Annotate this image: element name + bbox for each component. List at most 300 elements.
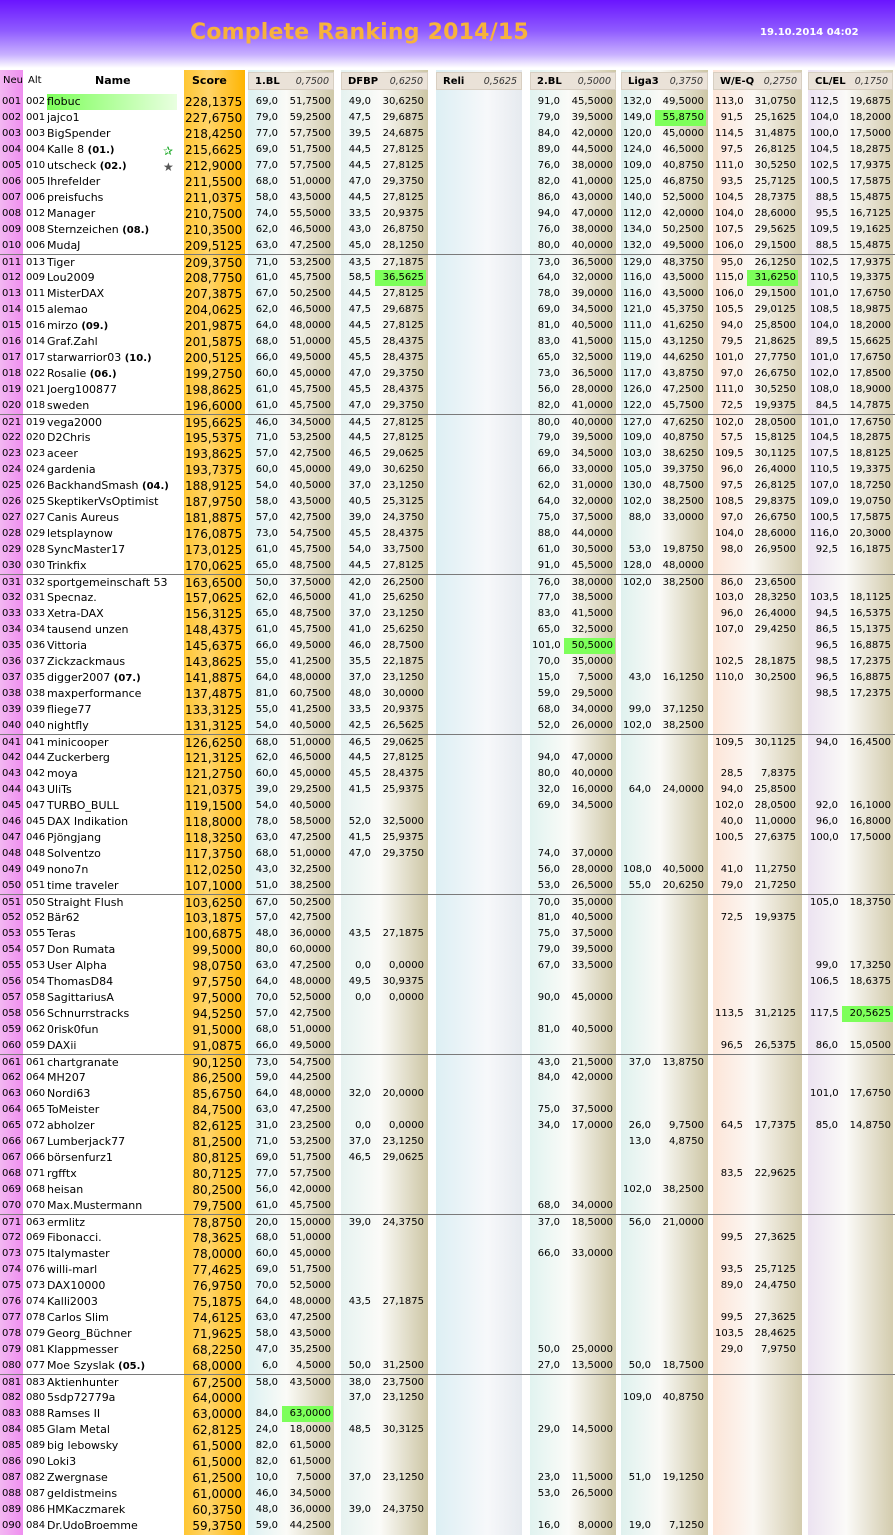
league-points: 99,5 xyxy=(720,1312,743,1323)
table-row[interactable] xyxy=(0,1470,895,1486)
player-name[interactable] xyxy=(47,686,177,702)
player-name[interactable] xyxy=(47,814,177,830)
col-name[interactable]: Name xyxy=(95,74,131,87)
player-name[interactable] xyxy=(47,1150,177,1166)
league-score: 54,7500 xyxy=(289,528,331,539)
player-name[interactable] xyxy=(47,558,177,574)
table-row[interactable] xyxy=(0,1294,895,1310)
league-points: 69,0 xyxy=(255,96,278,107)
col-league-5[interactable] xyxy=(621,72,708,90)
rank-old: 020 xyxy=(26,432,46,443)
league-score: 27,6375 xyxy=(754,832,796,843)
player-name[interactable] xyxy=(47,174,177,190)
player-name-text: sweden xyxy=(47,399,90,412)
table-row[interactable] xyxy=(0,1054,895,1070)
table-row[interactable] xyxy=(0,1022,895,1038)
rank-old: 068 xyxy=(26,1184,46,1195)
league-points: 128,0 xyxy=(623,560,652,571)
rank-old: 010 xyxy=(26,160,46,171)
table-row[interactable] xyxy=(0,222,895,238)
score-value: 80,7125 xyxy=(192,1167,242,1181)
score-value: 90,1250 xyxy=(192,1056,242,1070)
league-points: 88,5 xyxy=(815,192,838,203)
player-name[interactable] xyxy=(47,590,177,606)
score-value: 77,4625 xyxy=(192,1263,242,1277)
player-name-text: aceer xyxy=(47,447,78,460)
league-points: 103,0 xyxy=(715,592,744,603)
player-name[interactable] xyxy=(47,942,177,958)
player-name[interactable] xyxy=(47,718,177,734)
score-value: 64,0000 xyxy=(192,1391,242,1405)
table-row[interactable] xyxy=(0,446,895,462)
table-row[interactable] xyxy=(0,254,895,270)
table-row[interactable] xyxy=(0,382,895,398)
table-row[interactable] xyxy=(0,1326,895,1342)
table-row[interactable] xyxy=(0,734,895,750)
table-row[interactable] xyxy=(0,286,895,302)
player-name-text: Zwergnase xyxy=(47,1471,108,1484)
table-row[interactable] xyxy=(0,1342,895,1358)
rank-old: 065 xyxy=(26,1104,46,1115)
table-row[interactable] xyxy=(0,238,895,254)
league-score: 47,2500 xyxy=(662,384,704,395)
player-name[interactable] xyxy=(47,798,177,814)
col-alt[interactable]: Alt xyxy=(28,75,42,86)
table-row[interactable] xyxy=(0,430,895,446)
table-row[interactable] xyxy=(0,1134,895,1150)
league-points: 140,0 xyxy=(623,192,652,203)
league-score: 42,7500 xyxy=(289,512,331,523)
table-row[interactable] xyxy=(0,1086,895,1102)
table-row[interactable] xyxy=(0,798,895,814)
rank-old: 066 xyxy=(26,1152,46,1163)
table-row[interactable] xyxy=(0,654,895,670)
table-row[interactable] xyxy=(0,110,895,126)
league-score: 33,5000 xyxy=(571,960,613,971)
table-row[interactable] xyxy=(0,478,895,494)
player-name[interactable] xyxy=(47,350,177,366)
player-name[interactable] xyxy=(47,830,177,846)
table-row[interactable] xyxy=(0,494,895,510)
table-row[interactable] xyxy=(0,846,895,862)
player-name-text: Ihrefelder xyxy=(47,175,101,188)
table-row[interactable] xyxy=(0,590,895,606)
table-row[interactable] xyxy=(0,126,895,142)
table-row[interactable] xyxy=(0,1406,895,1422)
player-name[interactable] xyxy=(47,510,177,526)
table-row[interactable] xyxy=(0,638,895,654)
table-row[interactable] xyxy=(0,526,895,542)
player-name[interactable] xyxy=(47,478,177,494)
table-row[interactable] xyxy=(0,1502,895,1518)
table-row[interactable] xyxy=(0,558,895,574)
player-name[interactable] xyxy=(47,1342,177,1358)
player-name[interactable] xyxy=(47,1406,177,1422)
rank-new: 042 xyxy=(2,752,22,763)
table-row[interactable] xyxy=(0,1278,895,1294)
league-score: 41,0000 xyxy=(571,400,613,411)
league-score: 38,2500 xyxy=(662,720,704,731)
player-name[interactable] xyxy=(47,1278,177,1294)
table-row[interactable] xyxy=(0,766,895,782)
player-name-text: Moe Szyslak xyxy=(47,1359,115,1372)
table-row[interactable] xyxy=(0,190,895,206)
player-name[interactable] xyxy=(47,846,177,862)
league-score: 42,0000 xyxy=(289,1184,331,1195)
col-neu[interactable]: Neu xyxy=(3,75,23,86)
player-name-text: UliTs xyxy=(47,783,72,796)
table-row[interactable] xyxy=(0,318,895,334)
player-name[interactable] xyxy=(47,1198,177,1214)
league-points: 46,0 xyxy=(255,1488,278,1499)
table-row[interactable] xyxy=(0,606,895,622)
league-points: 76,0 xyxy=(537,224,560,235)
table-row[interactable] xyxy=(0,94,895,110)
player-name[interactable] xyxy=(47,142,177,158)
league-points: 44,5 xyxy=(348,417,371,428)
league-points: 59,0 xyxy=(255,1520,278,1531)
league-points: 46,5 xyxy=(348,448,371,459)
player-name[interactable] xyxy=(47,606,177,622)
league-points: 101,0 xyxy=(810,417,839,428)
player-name[interactable] xyxy=(47,110,177,126)
league-points: 82,0 xyxy=(255,1456,278,1467)
player-name[interactable] xyxy=(47,1518,177,1534)
player-name[interactable] xyxy=(47,926,177,942)
player-name-text: abholzer xyxy=(47,1119,95,1132)
league-score: 36,0000 xyxy=(289,1504,331,1515)
table-row[interactable] xyxy=(0,1166,895,1182)
player-name[interactable] xyxy=(47,1326,177,1342)
league-points: 83,5 xyxy=(720,1168,743,1179)
league-points: 74,0 xyxy=(537,848,560,859)
player-name[interactable] xyxy=(47,94,177,110)
table-row[interactable] xyxy=(0,942,895,958)
table-row[interactable] xyxy=(0,206,895,222)
league-points: 47,0 xyxy=(348,400,371,411)
table-row[interactable] xyxy=(0,894,895,910)
player-name[interactable] xyxy=(47,622,177,638)
table-row[interactable] xyxy=(0,1246,895,1262)
player-name[interactable] xyxy=(47,446,177,462)
table-row[interactable] xyxy=(0,878,895,894)
player-name[interactable] xyxy=(47,302,177,318)
league-points: 44,5 xyxy=(348,288,371,299)
player-name[interactable] xyxy=(47,990,177,1006)
player-name[interactable] xyxy=(47,190,177,206)
table-row[interactable] xyxy=(0,1214,895,1230)
player-name[interactable] xyxy=(47,526,177,542)
table-row[interactable] xyxy=(0,1006,895,1022)
player-name[interactable] xyxy=(47,542,177,558)
league-points: 67,0 xyxy=(537,960,560,971)
score-value: 80,2500 xyxy=(192,1183,242,1197)
player-name[interactable] xyxy=(47,1310,177,1326)
league-score: 30,1125 xyxy=(754,448,796,459)
table-row[interactable] xyxy=(0,862,895,878)
table-row[interactable] xyxy=(0,574,895,590)
col-league-6[interactable] xyxy=(713,72,802,90)
player-name[interactable] xyxy=(47,494,177,510)
league-score: 41,0000 xyxy=(571,176,613,187)
player-name[interactable] xyxy=(47,318,177,334)
player-name[interactable] xyxy=(47,1454,177,1470)
table-row[interactable] xyxy=(0,158,895,174)
rank-new: 031 xyxy=(2,577,22,588)
player-name[interactable] xyxy=(47,158,177,174)
player-name[interactable] xyxy=(47,1230,177,1246)
league-points: 109,5 xyxy=(810,224,839,235)
player-name-text: DAX Indikation xyxy=(47,815,129,828)
player-name[interactable] xyxy=(47,1502,177,1518)
player-name[interactable] xyxy=(47,366,177,382)
score-value: 156,3125 xyxy=(185,607,243,621)
league-points: 45,0 xyxy=(348,240,371,251)
player-name-text: willi-marl xyxy=(47,1263,98,1276)
table-row[interactable] xyxy=(0,350,895,366)
player-name[interactable] xyxy=(47,654,177,670)
player-name[interactable] xyxy=(47,126,177,142)
player-name[interactable] xyxy=(47,270,177,286)
player-name[interactable] xyxy=(47,398,177,414)
table-row[interactable] xyxy=(0,750,895,766)
player-name[interactable] xyxy=(47,238,177,254)
table-row[interactable] xyxy=(0,1390,895,1406)
player-name[interactable] xyxy=(47,1006,177,1022)
col-score[interactable]: Score xyxy=(192,74,227,87)
player-name[interactable] xyxy=(47,1358,177,1374)
player-name[interactable] xyxy=(47,1166,177,1182)
league-points: 79,0 xyxy=(255,112,278,123)
league-score: 11,0000 xyxy=(754,816,796,827)
table-row[interactable] xyxy=(0,270,895,286)
player-name[interactable] xyxy=(47,1486,177,1502)
player-name[interactable] xyxy=(47,430,177,446)
score-value: 176,0875 xyxy=(185,527,243,541)
player-name[interactable] xyxy=(47,1422,177,1438)
league-points: 50,0 xyxy=(537,1344,560,1355)
league-points: 81,0 xyxy=(537,1024,560,1035)
league-points: 55,0 xyxy=(255,656,278,667)
player-name[interactable] xyxy=(47,766,177,782)
table-row[interactable] xyxy=(0,1102,895,1118)
player-name[interactable] xyxy=(47,1118,177,1134)
league-score: 51,0000 xyxy=(289,336,331,347)
player-name[interactable] xyxy=(47,1134,177,1150)
player-name[interactable] xyxy=(47,1262,177,1278)
table-row[interactable] xyxy=(0,174,895,190)
player-name-text: gardenia xyxy=(47,463,96,476)
player-name-text: Italymaster xyxy=(47,1247,110,1260)
league-points: 93,5 xyxy=(720,1264,743,1275)
player-name[interactable] xyxy=(47,222,177,238)
table-row[interactable] xyxy=(0,974,895,990)
player-name[interactable] xyxy=(47,1182,177,1198)
player-name[interactable] xyxy=(47,1055,177,1071)
player-name[interactable] xyxy=(47,462,177,478)
table-row[interactable] xyxy=(0,366,895,382)
league-points: 48,0 xyxy=(255,928,278,939)
league-points: 83,0 xyxy=(537,608,560,619)
table-row[interactable] xyxy=(0,1230,895,1246)
table-row[interactable] xyxy=(0,1198,895,1214)
player-name[interactable] xyxy=(47,334,177,350)
player-name[interactable] xyxy=(47,638,177,654)
player-name[interactable] xyxy=(47,974,177,990)
league-score: 30,6250 xyxy=(382,464,424,475)
league-score: 4,5000 xyxy=(296,1360,331,1371)
table-row[interactable] xyxy=(0,542,895,558)
league-score: 28,4375 xyxy=(382,352,424,363)
player-name[interactable] xyxy=(47,958,177,974)
player-name[interactable] xyxy=(47,702,177,718)
player-name[interactable] xyxy=(47,750,177,766)
player-name[interactable] xyxy=(47,670,177,686)
rank-old: 039 xyxy=(26,704,46,715)
score-value: 208,7750 xyxy=(185,271,243,285)
table-row[interactable] xyxy=(0,718,895,734)
table-row[interactable] xyxy=(0,670,895,686)
table-row[interactable] xyxy=(0,1310,895,1326)
player-name[interactable] xyxy=(47,1038,177,1054)
player-name[interactable] xyxy=(47,1102,177,1118)
league-points: 102,0 xyxy=(623,496,652,507)
league-points: 102,0 xyxy=(623,1184,652,1195)
table-row[interactable] xyxy=(0,414,895,430)
league-points: 67,0 xyxy=(255,897,278,908)
league-score: 26,5000 xyxy=(571,880,613,891)
league-points: 101,0 xyxy=(810,288,839,299)
table-row[interactable] xyxy=(0,1070,895,1086)
player-name[interactable] xyxy=(47,575,177,591)
table-row[interactable] xyxy=(0,990,895,1006)
player-name[interactable] xyxy=(47,1070,177,1086)
score-value: 91,5000 xyxy=(192,1023,242,1037)
table-row[interactable] xyxy=(0,1038,895,1054)
table-row[interactable] xyxy=(0,814,895,830)
player-name[interactable] xyxy=(47,1470,177,1486)
league-score: 33,7500 xyxy=(382,544,424,555)
table-row[interactable] xyxy=(0,702,895,718)
player-name[interactable] xyxy=(47,382,177,398)
table-row[interactable] xyxy=(0,1118,895,1134)
player-name[interactable] xyxy=(47,1246,177,1262)
col-league-3[interactable] xyxy=(436,72,522,90)
league-points: 58,5 xyxy=(348,272,371,283)
league-score: 19,6875 xyxy=(849,96,891,107)
league-score: 30,5000 xyxy=(571,544,613,555)
league-points: 46,5 xyxy=(348,1152,371,1163)
player-name[interactable] xyxy=(47,1294,177,1310)
col-league-1[interactable] xyxy=(248,72,334,90)
col-league-7[interactable] xyxy=(808,72,893,90)
player-name[interactable] xyxy=(47,782,177,798)
table-row[interactable] xyxy=(0,622,895,638)
player-name[interactable] xyxy=(47,415,177,431)
league-score: 52,5000 xyxy=(289,992,331,1003)
player-name[interactable] xyxy=(47,1022,177,1038)
title-tag: (05.) xyxy=(118,1361,146,1372)
player-name-text: ermlitz xyxy=(47,1216,86,1229)
table-row[interactable] xyxy=(0,462,895,478)
league-points: 61,0 xyxy=(255,624,278,635)
table-row[interactable] xyxy=(0,958,895,974)
table-row[interactable] xyxy=(0,510,895,526)
table-row[interactable] xyxy=(0,926,895,942)
player-name-text: starwarrior03 xyxy=(47,351,122,364)
player-name[interactable] xyxy=(47,1375,177,1391)
table-row[interactable] xyxy=(0,1486,895,1502)
table-row[interactable] xyxy=(0,1358,895,1374)
table-row[interactable] xyxy=(0,302,895,318)
table-row[interactable] xyxy=(0,1454,895,1470)
title-tag: (01.) xyxy=(87,145,115,156)
score-value: 82,6125 xyxy=(192,1119,242,1133)
score-value: 148,4375 xyxy=(185,623,243,637)
score-value: 143,8625 xyxy=(185,655,243,669)
player-name[interactable] xyxy=(47,895,177,911)
rank-new: 086 xyxy=(2,1456,22,1467)
table-row[interactable] xyxy=(0,686,895,702)
player-name[interactable] xyxy=(47,286,177,302)
player-name[interactable] xyxy=(47,878,177,894)
league-points: 95,5 xyxy=(815,208,838,219)
player-name[interactable] xyxy=(47,910,177,926)
table-row[interactable] xyxy=(0,1518,895,1534)
league-points: 106,0 xyxy=(715,240,744,251)
table-row[interactable] xyxy=(0,830,895,846)
league-points: 52,0 xyxy=(537,720,560,731)
league-score: 38,6250 xyxy=(662,448,704,459)
player-name[interactable] xyxy=(47,1086,177,1102)
player-name-text: flobuc xyxy=(47,95,81,108)
league-name: W/E-Q xyxy=(720,76,755,87)
league-score: 36,5000 xyxy=(571,368,613,379)
player-name[interactable] xyxy=(47,206,177,222)
table-row[interactable] xyxy=(0,1150,895,1166)
table-row[interactable] xyxy=(0,1422,895,1438)
table-row[interactable] xyxy=(0,1182,895,1198)
table-row[interactable] xyxy=(0,1374,895,1390)
rank-new: 038 xyxy=(2,688,22,699)
league-points: 44,5 xyxy=(348,432,371,443)
table-row[interactable] xyxy=(0,910,895,926)
rank-new: 071 xyxy=(2,1217,22,1228)
col-league-4[interactable] xyxy=(530,72,616,90)
league-score: 18,2000 xyxy=(849,112,891,123)
player-name[interactable] xyxy=(47,1390,177,1406)
table-row[interactable] xyxy=(0,334,895,350)
league-name: CL/EL xyxy=(815,76,846,87)
table-row[interactable] xyxy=(0,782,895,798)
league-points: 94,0 xyxy=(720,320,743,331)
league-points: 65,0 xyxy=(537,352,560,363)
player-name[interactable] xyxy=(47,1438,177,1454)
player-name[interactable] xyxy=(47,735,177,751)
player-name[interactable] xyxy=(47,862,177,878)
table-row[interactable] xyxy=(0,142,895,158)
table-row[interactable] xyxy=(0,1438,895,1454)
table-row[interactable] xyxy=(0,398,895,414)
league-score: 24,4750 xyxy=(754,1280,796,1291)
player-name[interactable] xyxy=(47,255,177,271)
league-points: 66,0 xyxy=(537,464,560,475)
col-league-2[interactable] xyxy=(341,72,428,90)
league-score: 18,8125 xyxy=(849,448,891,459)
table-row[interactable] xyxy=(0,1262,895,1278)
player-name[interactable] xyxy=(47,1215,177,1231)
rank-new: 022 xyxy=(2,432,22,443)
